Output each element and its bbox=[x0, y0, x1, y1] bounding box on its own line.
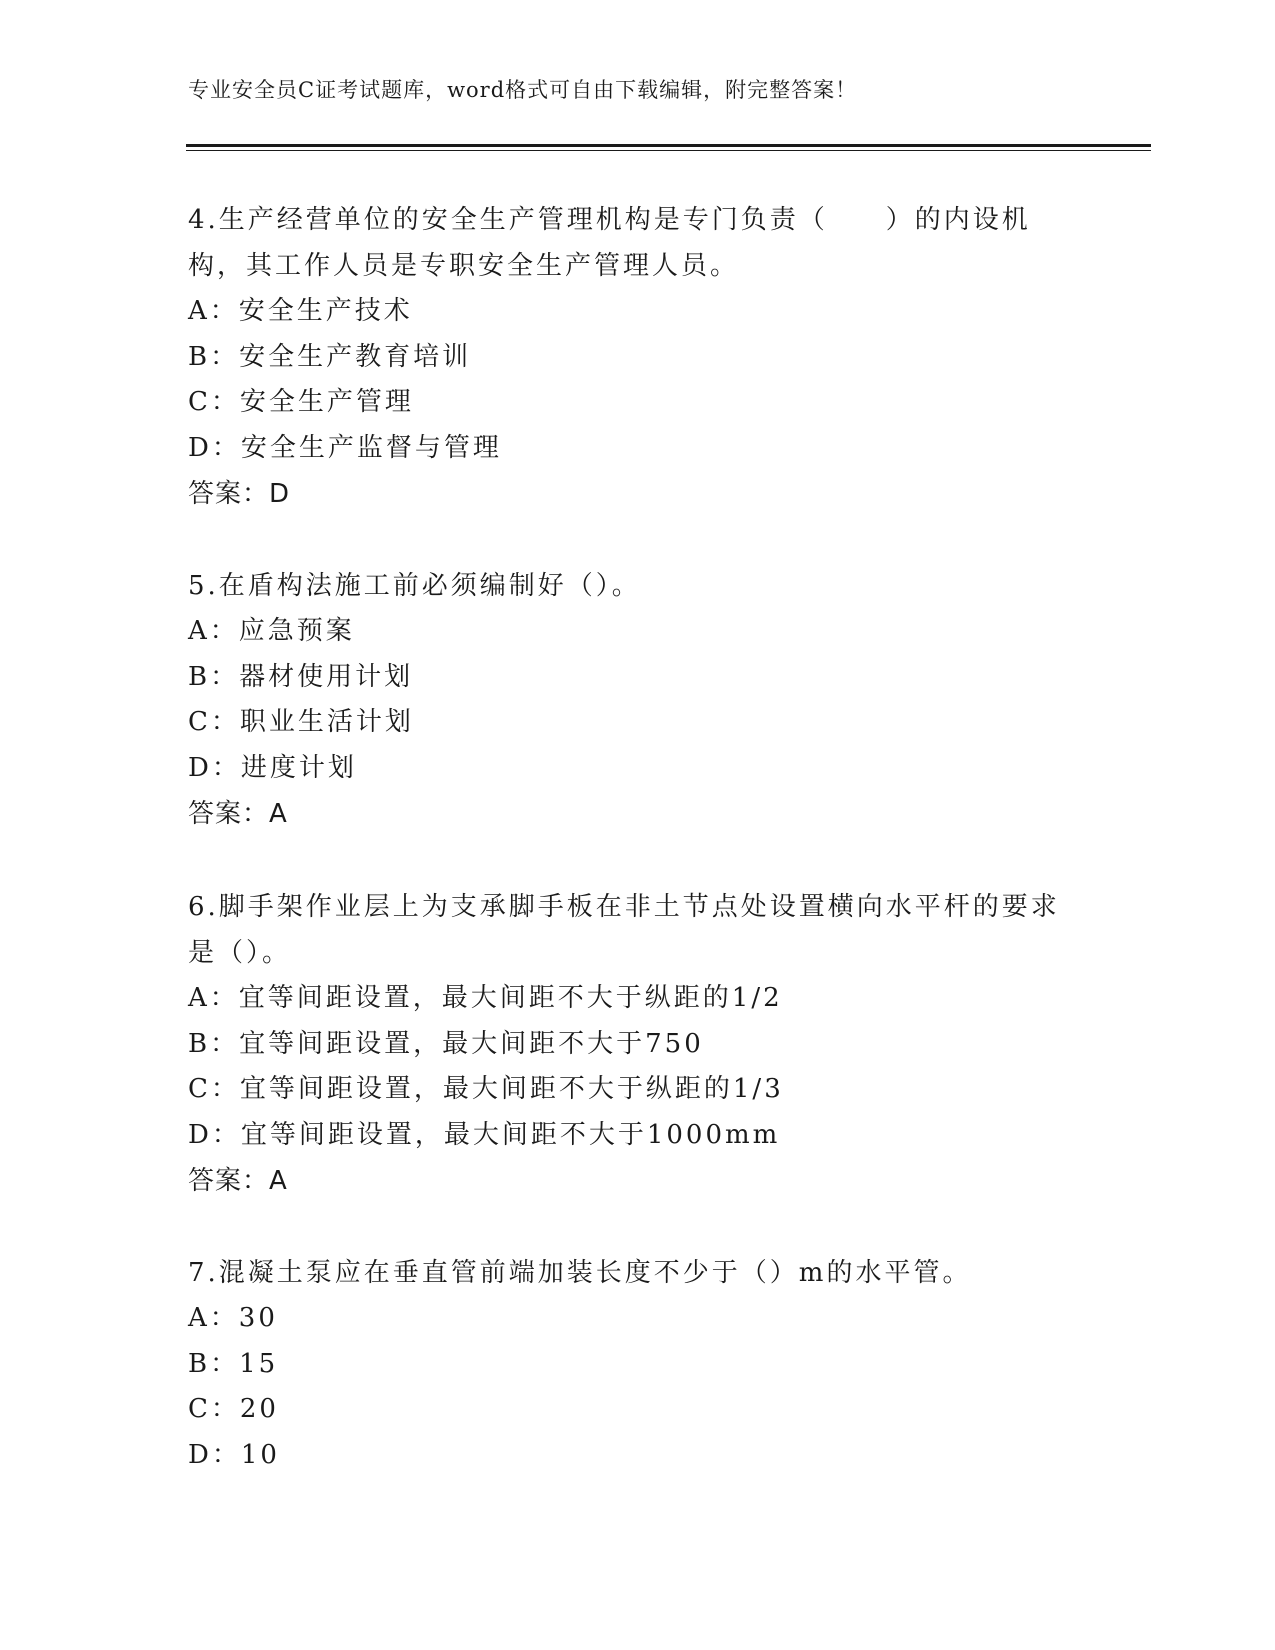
option-d: D：宜等间距设置，最大间距不大于1000mm bbox=[188, 1119, 781, 1150]
header-rule-thin bbox=[186, 150, 1151, 151]
question-text: 5.在盾构法施工前必须编制好（）。 bbox=[188, 571, 641, 601]
question-text: 4.生产经营单位的安全生产管理机构是专门负责（ ）的内设机构，其工作人员是专职安全生产管理人员。 bbox=[188, 205, 1031, 281]
answer: 答案：D bbox=[188, 479, 291, 509]
option-c: C：职业生活计划 bbox=[188, 707, 414, 737]
option-b: B：器材使用计划 bbox=[188, 661, 414, 692]
option-a: A：应急预案 bbox=[188, 616, 355, 646]
option-a: A：宜等间距设置，最大间距不大于纵距的1/2 bbox=[188, 983, 783, 1013]
option-b: B：15 bbox=[188, 1348, 279, 1379]
option-d: D：安全生产监督与管理 bbox=[188, 432, 502, 463]
header-rule-thick bbox=[186, 144, 1151, 147]
option-a: A：安全生产技术 bbox=[188, 296, 413, 326]
question-4 bbox=[188, 197, 1068, 517]
option-d: D：进度计划 bbox=[188, 752, 357, 783]
option-c: C：20 bbox=[188, 1394, 279, 1424]
option-c: C：安全生产管理 bbox=[188, 387, 414, 417]
question-7 bbox=[188, 1250, 1068, 1478]
answer: 答案：A bbox=[188, 1166, 288, 1196]
option-b: B：宜等间距设置，最大间距不大于750 bbox=[188, 1028, 704, 1059]
question-6 bbox=[188, 884, 1068, 1204]
answer: 答案：A bbox=[188, 799, 288, 829]
question-5 bbox=[188, 563, 1068, 837]
option-d: D：10 bbox=[188, 1439, 280, 1470]
option-a: A：30 bbox=[188, 1303, 278, 1333]
question-text: 6.脚手架作业层上为支承脚手板在非土节点处设置横向水平杆的要求是（）。 bbox=[188, 892, 1060, 968]
option-c: C：宜等间距设置，最大间距不大于纵距的1/3 bbox=[188, 1074, 784, 1104]
option-b: B：安全生产教育培训 bbox=[188, 341, 472, 372]
header-text: 专业安全员C证考试题库，word格式可自由下载编辑，附完整答案！ bbox=[188, 78, 858, 102]
question-text: 7.混凝土泵应在垂直管前端加装长度不少于（）m的水平管。 bbox=[188, 1258, 972, 1288]
